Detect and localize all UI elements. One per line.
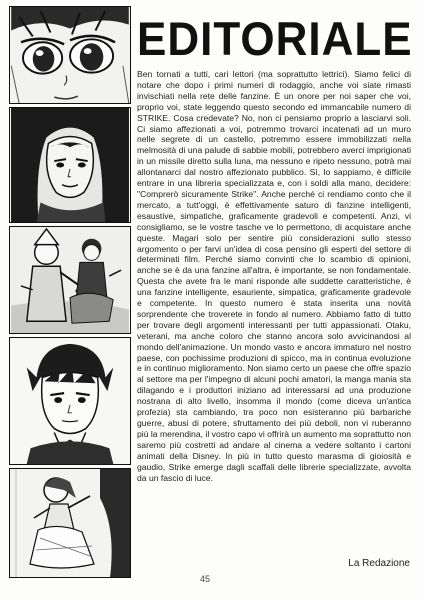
panel-woman <box>9 107 131 223</box>
panel-young-man <box>9 337 131 465</box>
panel-dancing-girl <box>9 468 131 578</box>
anime-woman-long-hair-illustration <box>10 108 130 222</box>
page-number: 45 <box>200 574 211 584</box>
page-title: EDITORIALE <box>137 12 413 66</box>
editorial-body: Ben tornati a tutti, cari lettori (ma soprattutto lettrici). Siamo felici di notare che dopo i primi numeri di rodaggio, anche voi siate rimasti invischiati nella rete delle fanzine. È un onore per noi saper che voi, proprio voi, state leggendo questo secondo ed immancabile numero di STRIKE. Cosa credevate? No, non ci pensiamo proprio a lasciarvi soli. Ci siamo affezionati a voi, potremmo trovarci incatenati ad un muro nelle segrete di un castello, potremmo essere immobilizzati nella melmosità di una palude di sabbie mobili, potrebbero averci imprigionati in un missile diretto sulla luna, ma nessuno e ripeto nessuno, potrà mai allontanarci dal nostro affezionato pubblico. Sì, lo sappiamo, è difficile entrare in una libreria specializzata e, con i soldi alla mano, decidere: "Comprerò sicuramente Strike". Anche perché ci rendiamo conto che il mercato, a tutt'oggi, è effettivamente saturo di fanzine intelligenti, esaustive, simpatiche, graficamente gradevoli e competenti. Anzi, vi consigliamo, se le vostre tasche ve lo permettono, di acquistare anche queste. Magari solo per sentire più considerazioni sullo stesso argomento o per farvi un'idea di cosa pensino gli esperti del settore di determinati film. Perché siamo convinti che lo scambio di opinioni, anche se è da una fanzine all'altra, è importante, se non fondamentale. Questa che avete fra le mani risponde alle suddette caratteristiche, è una fanzine intelligente, esauriente, simpatica, graficamente gradevole e competente. In questo numero è stata inserita una novità sorprendente che troverete in fondo al numero. Abbiamo fatto di tutto per trovare degli argomenti interessanti per tutti appassionati. Otaku, veterani, ma anche coloro che stanno ancora solo avvicinandosi al mondo dell'animazione. Un mondo vasto e ancora immaturo nel nostro paese, con pochissime produzioni di spicco, ma in continua evoluzione e in continuo miglioramento. Non siamo certo un paese che offre spazio al settore ma per l'impegno di alcuni pochi amatori, la manga mania sta dilagando e i produttori iniziano ad interessarsi ad una produzione nostrana di alto livello, insomma il mondo (come diceva un'antica profezia) sta cambiando, tra poco non esisteranno più barbariche guerre, abusi di potere, sfruttamento dei più deboli, non vi ruberanno più la merendina, il vostro capo vi offrirà un aumento ma soprattutto non saremo più costretti ad andare al cinema a vedere soltanto i cartoni animati della Disney. In più in tutto questo marasma di gioiosità e gaudio, Strike emerge dagli scaffali delle librerie specializzate, avvolta da un fascio di luce. <box>137 69 411 483</box>
anime-young-man-portrait-illustration <box>10 338 130 464</box>
panel-girl-eyes <box>9 6 131 104</box>
illustration-strip <box>9 6 131 578</box>
panel-warriors <box>9 226 131 334</box>
anime-girl-eyes-illustration <box>10 7 130 103</box>
anime-warrior-group-illustration <box>10 227 130 333</box>
signature: La Redazione <box>348 558 410 569</box>
anime-girl-dancing-illustration <box>10 469 130 577</box>
